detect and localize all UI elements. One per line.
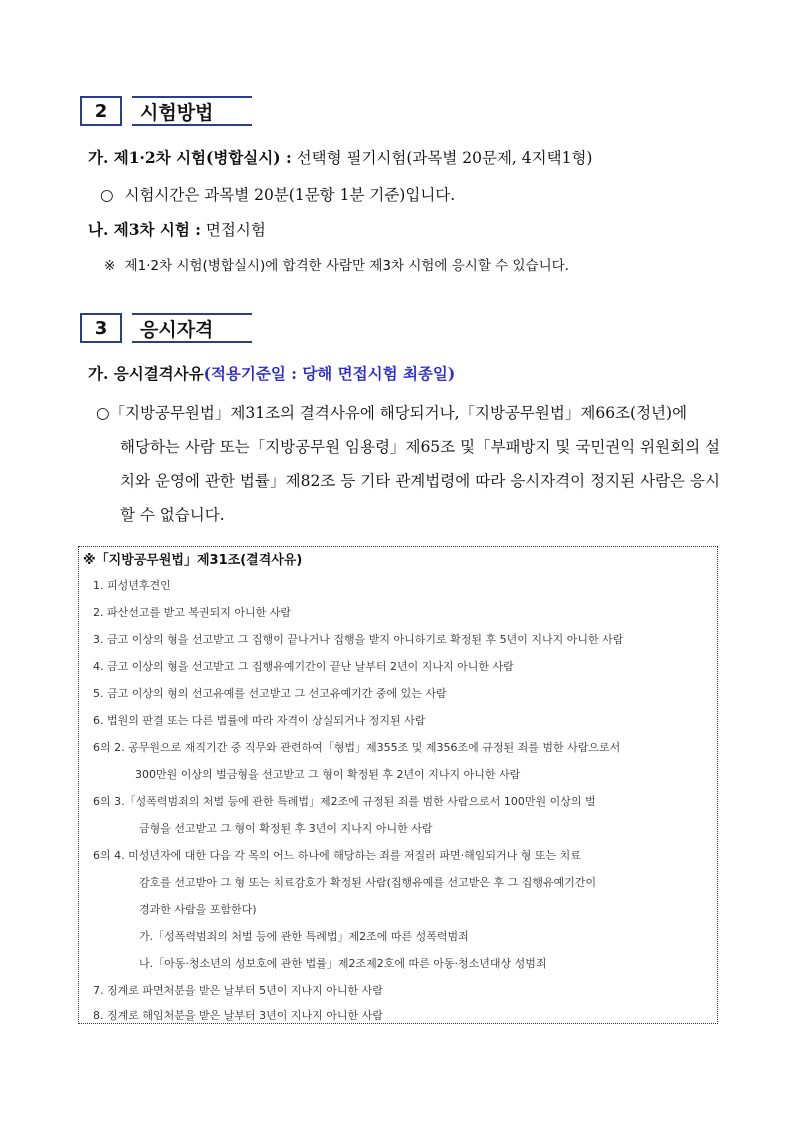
paragraph-rest: 해당하는 사람 또는「지방공무원 임용령」제65조 및「부패방지 및 국민권익 위원회의 설치와 운영에 관한 법률」제82조 등 기타 관계법령에 따라 응시자격이 정지된 사람은 응시할 수 없습니다. <box>120 438 720 524</box>
list-item-continuation: 금형을 선고받고 그 형이 확정된 후 3년이 지나지 아니한 사람 <box>139 822 433 835</box>
section-2-title: 시험방법 <box>132 96 252 126</box>
section-3-heading <box>88 362 455 384</box>
paragraph-first-line: ○「지방공무원법」제31조의 결격사유에 해당되거나,「지방공무원법」제66조(정년)에 <box>96 404 688 422</box>
line-b-text: 면접시험 <box>200 221 266 239</box>
list-item: 8. 징계로 해임처분을 받은 날부터 3년이 지나지 아니한 사람 <box>93 1009 383 1022</box>
list-item: 6의 2. 공무원으로 재직기간 중 직무와 관련하여「형법」제355조 및 제356조에 규정된 죄를 범한 사람으로서 <box>93 741 621 754</box>
list-item-continuation: 300만원 이상의 벌금형을 선고받고 그 형이 확정된 후 2년이 지나지 아니한 사람 <box>135 768 521 781</box>
list-subitem: 가.「성폭력범죄의 처벌 등에 관한 특례법」제2조에 따른 성폭력범죄 <box>139 930 469 943</box>
section-2-header <box>80 96 252 126</box>
box-title: ※「지방공무원법」제31조(결격사유) <box>83 553 303 568</box>
section-3-header <box>80 313 252 343</box>
list-item-continuation: 경과한 사람을 포함한다) <box>139 903 257 916</box>
section-2-bullet <box>100 183 455 205</box>
line-a-text: 선택형 필기시험(과목별 20문제, 4지택1형) <box>291 149 593 167</box>
article-31-box <box>78 546 718 1024</box>
list-item: 7. 징계로 파면처분을 받은 날부터 5년이 지나지 아니한 사람 <box>93 984 383 997</box>
section-2-line-a <box>88 146 592 168</box>
section-2-line-b <box>88 218 266 240</box>
list-item-continuation: 감호를 선고받아 그 형 또는 치료감호가 확정된 사람(집행유예를 선고받은 후 그 집행유예기간이 <box>139 876 597 889</box>
note-text: 제1·2차 시험(병합실시)에 합격한 사람만 제3차 시험에 응시할 수 있습니다. <box>124 258 569 274</box>
list-subitem: 나.「아동·청소년의 성보호에 관한 법률」제2조제2호에 따른 아동·청소년대상 성범죄 <box>139 957 547 970</box>
section-3-number: 3 <box>80 313 122 343</box>
list-item: 2. 파산선고를 받고 복권되지 아니한 사람 <box>93 606 291 619</box>
list-item: 4. 금고 이상의 형을 선고받고 그 집행유예기간이 끝난 날부터 2년이 지나지 아니한 사람 <box>93 660 514 673</box>
bullet-circle-icon: ○ <box>100 186 114 204</box>
line-b-label: 나. 제3차 시험 : <box>88 220 201 239</box>
list-item: 6의 3.「성폭력범죄의 처벌 등에 관한 특례법」제2조에 규정된 죄를 범한 사람으로서 100만원 이상의 벌 <box>93 795 596 808</box>
disqualification-heading: 가. 응시결격사유 <box>88 364 204 383</box>
section-2-note <box>104 254 569 274</box>
list-item: 1. 피성년후견인 <box>93 579 171 592</box>
line-a-label: 가. 제1·2차 시험(병합실시) : <box>88 148 292 167</box>
disqualification-paragraph <box>96 396 720 532</box>
note-reference-icon: ※ <box>104 258 116 274</box>
list-item: 5. 금고 이상의 형의 선고유예를 선고받고 그 선고유예기간 중에 있는 사람 <box>93 687 447 700</box>
section-3-title: 응시자격 <box>132 313 252 343</box>
list-item: 6. 법원의 판결 또는 다른 법률에 따라 자격이 상실되거나 정지된 사람 <box>93 714 426 727</box>
list-item: 6의 4. 미성년자에 대한 다음 각 목의 어느 하나에 해당하는 죄를 저질러 파면·해임되거나 형 또는 치료 <box>93 849 581 862</box>
reference-date-note: (적용기준일 : 당해 면접시험 최종일) <box>203 364 456 383</box>
bullet-text: 시험시간은 과목별 20분(1문항 1분 기준)입니다. <box>124 186 456 204</box>
section-2-number: 2 <box>80 96 122 126</box>
list-item: 3. 금고 이상의 형을 선고받고 그 집행이 끝나거나 집행을 받지 아니하기로 확정된 후 5년이 지나지 아니한 사람 <box>93 633 624 646</box>
